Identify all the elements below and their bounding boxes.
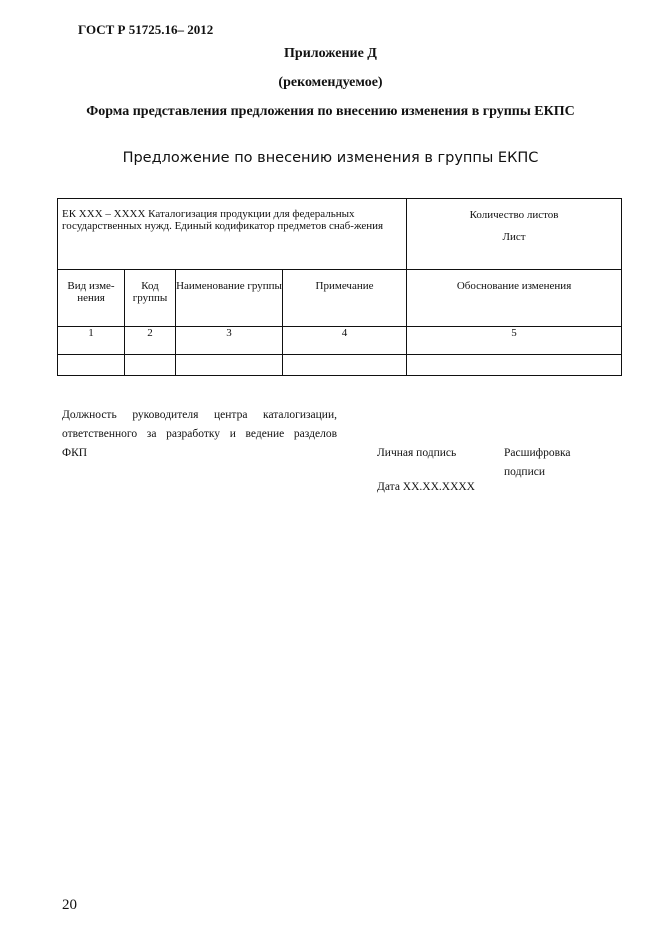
proposal-form-table xyxy=(57,198,622,376)
sheets-count-label: Количество листов xyxy=(469,209,559,221)
column-number: 2 xyxy=(125,327,176,355)
table-cell[interactable] xyxy=(58,355,125,376)
column-header: Наименование группы xyxy=(176,270,283,327)
sheet-label: Лист xyxy=(502,231,526,243)
table-cell[interactable] xyxy=(283,355,407,376)
column-header: Вид изме-нения xyxy=(58,270,125,327)
form-title: Форма представления предложения по внесению изменения в группы ЕКПС xyxy=(86,104,575,119)
page-number: 20 xyxy=(62,897,77,913)
column-header: Примечание xyxy=(283,270,407,327)
ek-cell xyxy=(58,199,407,270)
personal-signature-label: Личная подпись xyxy=(377,447,457,459)
table-cell[interactable] xyxy=(407,355,622,376)
table-row xyxy=(58,355,622,376)
column-number: 4 xyxy=(283,327,407,355)
column-number: 1 xyxy=(58,327,125,355)
document-code: ГОСТ Р 51725.16– 2012 xyxy=(78,22,214,37)
position-line: Должность руководителя центра каталогизации, xyxy=(62,409,337,421)
column-header: Обоснование изменения xyxy=(407,270,622,327)
table-cell[interactable] xyxy=(176,355,283,376)
appendix-kind: (рекомендуемое) xyxy=(278,75,383,90)
column-number: 3 xyxy=(176,327,283,355)
appendix-title: Приложение Д xyxy=(284,46,377,61)
position-line: ФКП xyxy=(62,447,88,459)
table-row xyxy=(58,199,622,270)
column-number: 5 xyxy=(407,327,622,355)
table-number-row xyxy=(58,327,622,355)
signature-decode-label: Расшифровка подписи xyxy=(504,447,571,478)
sheets-cell xyxy=(407,199,622,270)
date-label: Дата XX.XX.XXXX xyxy=(377,481,475,493)
position-block xyxy=(62,406,337,463)
table-cell[interactable] xyxy=(125,355,176,376)
proposal-heading: Предложение по внесению изменения в группы ЕКПС xyxy=(122,150,539,166)
column-header: Код группы xyxy=(125,270,176,327)
table-header-row xyxy=(58,270,622,327)
ek-description: ЕК XXX – XXXX Каталогизация продукции для федеральных государственных нужд. Единый кодификатор предметов снаб-жения xyxy=(62,208,384,232)
position-line: ответственного за разработку и ведение разделов xyxy=(62,428,337,440)
